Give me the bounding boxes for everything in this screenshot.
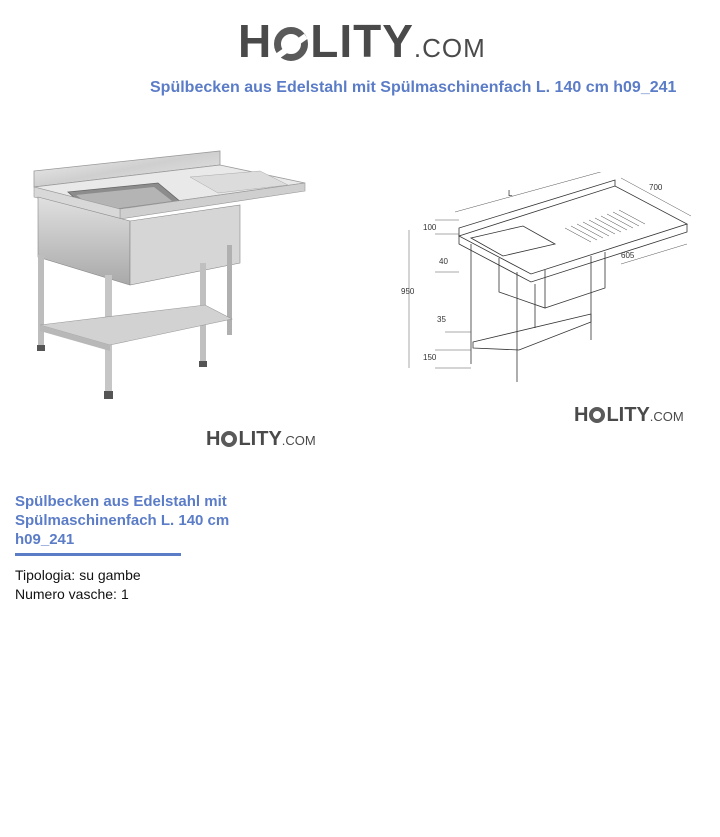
technical-drawing	[395, 172, 695, 392]
brand-logo[interactable]	[238, 14, 486, 68]
logo-suffix: .COM	[413, 33, 486, 63]
logo-o-icon	[274, 27, 308, 61]
dim-shelf-height-label: 150	[423, 353, 437, 362]
dim-backsplash-label: 100	[423, 223, 437, 232]
title-underline	[15, 553, 181, 556]
spec-value: su gambe	[79, 567, 141, 583]
dim-bowl-label: 40	[439, 257, 448, 266]
logo-text-right: LITY	[310, 15, 414, 67]
logo-text-left: H	[238, 15, 273, 67]
logo-suffix: .COM	[281, 433, 316, 448]
dim-length-label: L	[508, 189, 513, 198]
logo-text-left: H	[206, 428, 221, 450]
spec-label: Numero vasche:	[15, 586, 117, 602]
logo-text-left: H	[574, 404, 589, 426]
dim-offset-label: 605	[621, 251, 635, 260]
spec-row-tipologia	[15, 566, 141, 585]
spec-list	[15, 566, 141, 604]
spec-value: 1	[120, 586, 129, 602]
logo-o-icon	[221, 431, 237, 447]
drawing-watermark-logo	[574, 404, 684, 427]
dim-shelf-label: 35	[437, 315, 446, 324]
dim-height-label: 950	[401, 287, 415, 296]
logo-o-icon	[589, 407, 605, 423]
product-photo	[20, 135, 320, 410]
logo-text-right: LITY	[606, 404, 650, 426]
spec-row-numero-vasche	[15, 585, 141, 604]
dim-depth-label: 700	[649, 183, 663, 192]
product-title: Spülbecken aus Edelstahl mit Spülmaschinenfach L. 140 cm h09_241	[15, 493, 230, 548]
logo-text-right: LITY	[238, 428, 282, 450]
logo-suffix: .COM	[649, 409, 684, 424]
spec-label: Tipologia:	[15, 567, 76, 583]
photo-watermark-logo	[206, 428, 316, 451]
page-title: Spülbecken aus Edelstahl mit Spülmaschinenfach L. 140 cm h09_241	[150, 79, 677, 96]
